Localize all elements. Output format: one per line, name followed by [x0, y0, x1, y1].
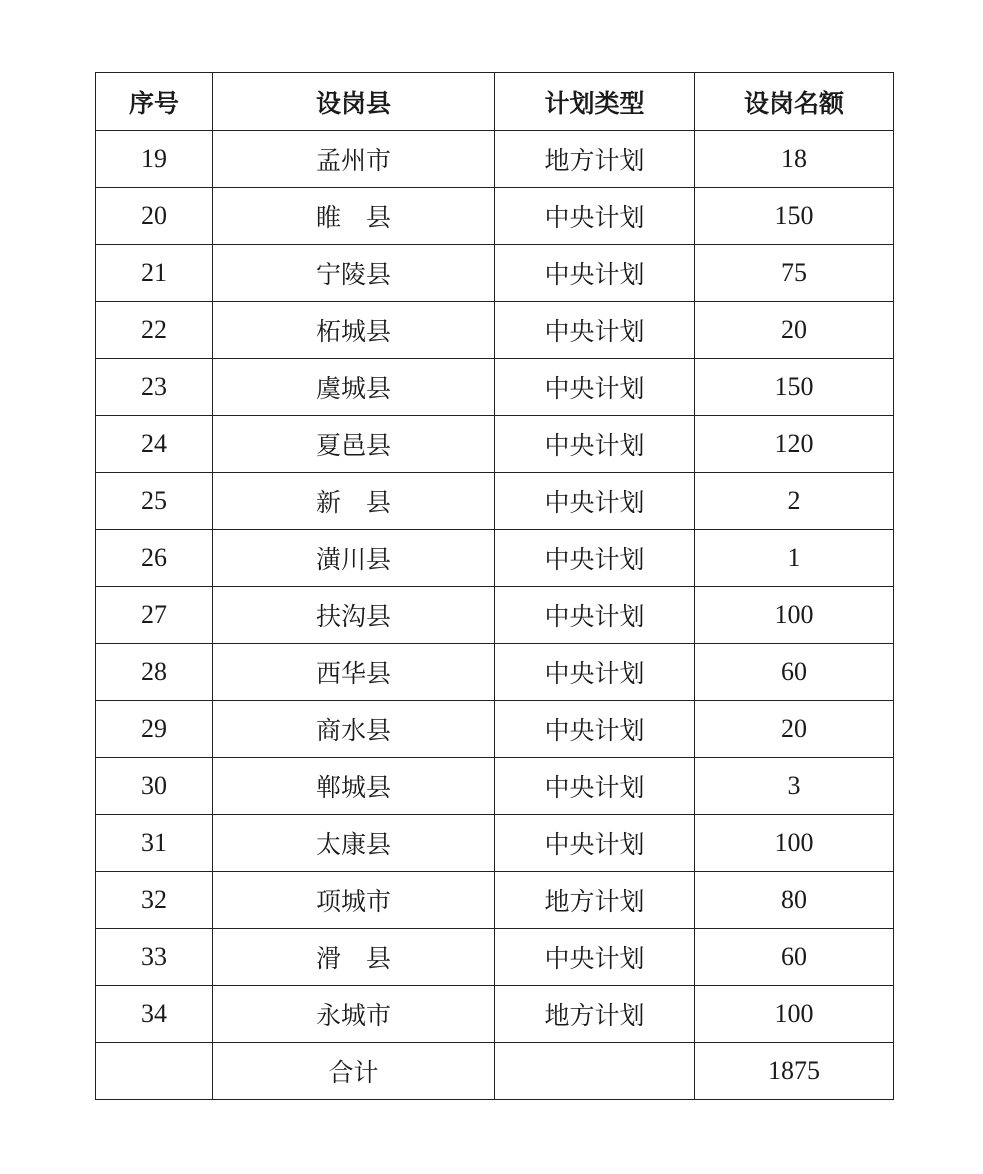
- quota-cell: 2: [695, 473, 894, 530]
- serial-number-cell: 30: [96, 758, 213, 815]
- serial-number-cell: 29: [96, 701, 213, 758]
- plan-type-cell: 地方计划: [495, 986, 695, 1043]
- table-header-row: [96, 73, 894, 131]
- table-row: [96, 416, 894, 473]
- quota-table-container: [95, 72, 893, 1100]
- plan-type-cell: 中央计划: [495, 701, 695, 758]
- table-body: [96, 131, 894, 1043]
- total-label: 合计: [213, 1043, 495, 1100]
- table-row: [96, 530, 894, 587]
- plan-type-cell: 中央计划: [495, 929, 695, 986]
- serial-number-cell: 27: [96, 587, 213, 644]
- plan-type-cell: 中央计划: [495, 473, 695, 530]
- county-cell: 夏邑县: [213, 416, 495, 473]
- county-cell: 宁陵县: [213, 245, 495, 302]
- county-cell: 潢川县: [213, 530, 495, 587]
- county-cell: 扶沟县: [213, 587, 495, 644]
- table-row: [96, 302, 894, 359]
- table-row: [96, 872, 894, 929]
- quota-cell: 120: [695, 416, 894, 473]
- county-cell: 虞城县: [213, 359, 495, 416]
- serial-number-cell: 33: [96, 929, 213, 986]
- serial-number-cell: 31: [96, 815, 213, 872]
- table-row: [96, 359, 894, 416]
- table-row: [96, 188, 894, 245]
- quota-cell: 150: [695, 359, 894, 416]
- quota-cell: 100: [695, 986, 894, 1043]
- plan-type-cell: 中央计划: [495, 815, 695, 872]
- county-cell: 新 县: [213, 473, 495, 530]
- plan-type-cell: 中央计划: [495, 188, 695, 245]
- table-row: [96, 986, 894, 1043]
- serial-number-cell: 24: [96, 416, 213, 473]
- total-row: [96, 1043, 894, 1100]
- table-row: [96, 758, 894, 815]
- header-plan-type: 计划类型: [495, 73, 695, 131]
- county-cell: 孟州市: [213, 131, 495, 188]
- plan-type-cell: 地方计划: [495, 131, 695, 188]
- county-cell: 太康县: [213, 815, 495, 872]
- table-row: [96, 929, 894, 986]
- serial-number-cell: 34: [96, 986, 213, 1043]
- quota-cell: 100: [695, 587, 894, 644]
- serial-number-cell: 28: [96, 644, 213, 701]
- table-row: [96, 131, 894, 188]
- county-cell: 郸城县: [213, 758, 495, 815]
- quota-cell: 60: [695, 644, 894, 701]
- county-cell: 项城市: [213, 872, 495, 929]
- county-cell: 永城市: [213, 986, 495, 1043]
- total-serial-cell: [96, 1043, 213, 1100]
- header-serial-number: 序号: [96, 73, 213, 131]
- plan-type-cell: 中央计划: [495, 359, 695, 416]
- plan-type-cell: 中央计划: [495, 416, 695, 473]
- quota-cell: 3: [695, 758, 894, 815]
- quota-table: [95, 72, 894, 1100]
- quota-cell: 100: [695, 815, 894, 872]
- serial-number-cell: 23: [96, 359, 213, 416]
- county-cell: 柘城县: [213, 302, 495, 359]
- plan-type-cell: 中央计划: [495, 644, 695, 701]
- table-row: [96, 815, 894, 872]
- county-cell: 商水县: [213, 701, 495, 758]
- table-row: [96, 473, 894, 530]
- header-quota: 设岗名额: [695, 73, 894, 131]
- quota-cell: 20: [695, 302, 894, 359]
- serial-number-cell: 19: [96, 131, 213, 188]
- table-row: [96, 701, 894, 758]
- table-row: [96, 245, 894, 302]
- serial-number-cell: 20: [96, 188, 213, 245]
- serial-number-cell: 22: [96, 302, 213, 359]
- plan-type-cell: 中央计划: [495, 587, 695, 644]
- quota-cell: 1: [695, 530, 894, 587]
- serial-number-cell: 32: [96, 872, 213, 929]
- total-quota: 1875: [695, 1043, 894, 1100]
- plan-type-cell: 中央计划: [495, 302, 695, 359]
- header-county: 设岗县: [213, 73, 495, 131]
- quota-cell: 18: [695, 131, 894, 188]
- serial-number-cell: 25: [96, 473, 213, 530]
- quota-cell: 75: [695, 245, 894, 302]
- table-row: [96, 587, 894, 644]
- serial-number-cell: 21: [96, 245, 213, 302]
- plan-type-cell: 中央计划: [495, 758, 695, 815]
- table-row: [96, 644, 894, 701]
- serial-number-cell: 26: [96, 530, 213, 587]
- quota-cell: 80: [695, 872, 894, 929]
- total-plan-cell: [495, 1043, 695, 1100]
- quota-cell: 150: [695, 188, 894, 245]
- county-cell: 睢 县: [213, 188, 495, 245]
- quota-cell: 60: [695, 929, 894, 986]
- quota-cell: 20: [695, 701, 894, 758]
- county-cell: 西华县: [213, 644, 495, 701]
- plan-type-cell: 中央计划: [495, 530, 695, 587]
- plan-type-cell: 地方计划: [495, 872, 695, 929]
- plan-type-cell: 中央计划: [495, 245, 695, 302]
- county-cell: 滑 县: [213, 929, 495, 986]
